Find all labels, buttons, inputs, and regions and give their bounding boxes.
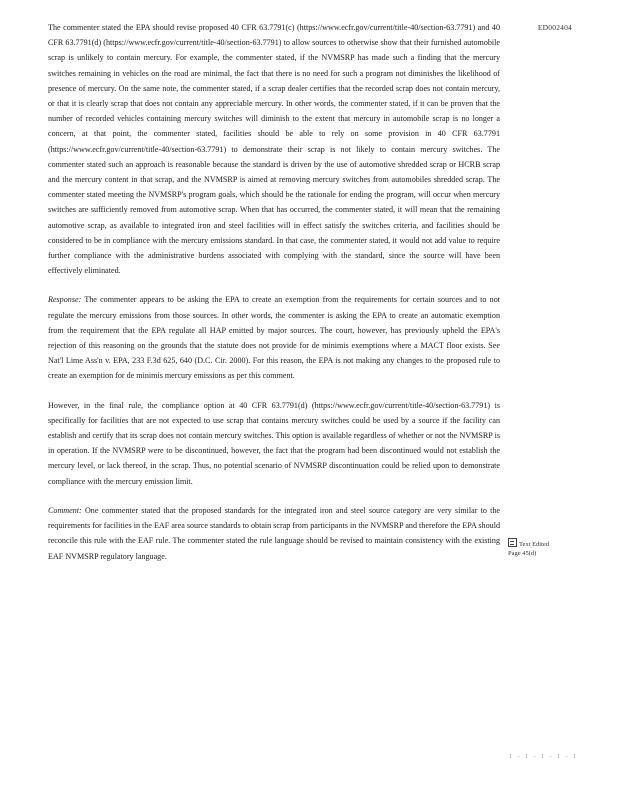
paragraph-body: The commenter stated the EPA should revise proposed 40 CFR 63.7791(c) (https://www.ecfr.gov/current/title-40/section-63.7791) and 40 CFR 63.7791(d) (https://www.ecfr.gov/current/title-40/section-63.7791) to allow sources to otherwise show that their furnished automobile scrap is unlikely to contain mercury. For example, the commenter stated, if the NVMSRP has made such a finding that the mercury switches remaining in vehicles on the road are minimal, the fact that there is no need for such a program not diminishes the likelihood of presence of mercury. On the same note, the commenter stated, if a scrap dealer certifies that the recorded scrap does not contain mercury, or that it is clearly scrap that does not contain any appreciable mercury. In other words, the commenter stated, if it can be proven that the number of recorded vehicles containing mercury switches will diminish to the extent that mercury in automobile scrap is no longer a concern, at that point, the commenter stated, facilities should be able to rely on some provision in 40 CFR 63.7791 (https://www.ecfr.gov/current/title-40/section-63.7791) to demonstrate their scrap is not likely to contain mercury switches. The commenter stated such an approach is reasonable because the standard is driven by the use of automotive shredded scrap or HCRB scrap and the mercury content in that scrap, and the NVMSRP is aimed at removing mercury switches from automobiles shredded scrap. The commenter stated meeting the NVMSRP's program goals, which should be the rationale for ending the program, will occur when mercury switches are sufficiently removed from automotive scrap. When that has occurred, the commenter stated, it will mean that the remaining automotive scrap, as available to integrated iron and steel facilities will in effect satisfy the switches criteria, and facilities should be considered to be in compliance with the mercury emissions standard. In that case, the commenter stated, it would not add value to require further compliance with the administrative burdens associated with complying with the standard, since the source will have been effectively eliminated. [48, 23, 500, 276]
paragraph-response [48, 292, 500, 383]
document-id: ED002404 [537, 23, 572, 32]
margin-comment-label: Text Edited [519, 541, 550, 548]
paragraph-comment-1 [48, 20, 500, 278]
comment-icon [508, 538, 517, 547]
paragraph-body: However, in the final rule, the compliance option at 40 CFR 63.7791(d) (https://www.ecfr.gov/current/title-40/section-63.7791) is specifically for facilities that are not expected to use scrap that contains mercury switches could be used by a source if the facility can establish and certify that its scrap does not contain mercury switches. This option is available regardless of whether or not the NVMSRP is in operation. If the NVMSRP were to be discontinued, however, the fact that the program had been discontinued would not establish the mercury level, or lack thereof, in the scrap. Thus, no potential scenario of NVMSRP discontinuation could be relied upon to demonstrate compliance with the mercury emission limit. [48, 400, 500, 486]
document-body [48, 20, 500, 578]
paragraph-body: The commenter appears to be asking the EPA to create an exemption from the requirements for certain sources and to not regulate the mercury emissions from those sources. In other words, the commenter is asking the EPA to create an automatic exemption from the requirement that the EPA regulate all HAP emitted by major sources. The court, however, has previously upheld the EPA's rejection of this reasoning on the grounds that the statute does not provide for de minimis exemptions where a MACT floor exists. See Nat'l Lime Ass'n v. EPA, 233 F.3d 625, 640 (D.C. Cir. 2000). For this reason, the EPA is not making any changes to the proposed rule to create an exemption for de minimis mercury emissions as per this comment. [48, 295, 500, 381]
paragraph-response-continued [48, 398, 500, 489]
paragraph-lead: Response: [48, 295, 82, 305]
paragraph-lead: Comment: [48, 505, 82, 515]
page-footer: 1 - 1 - 1 - 1 - 1 [509, 754, 578, 760]
paragraph-comment-2 [48, 503, 500, 564]
margin-comment[interactable] [508, 538, 574, 558]
paragraph-body: One commenter stated that the proposed standards for the integrated iron and steel source category are very similar to the requirements for facilities in the EAF area source standards to obtain scrap from participants in the NVMSRP and therefore the EPA should reconcile this rule with the EAF rule. The commenter stated the rule language should be revised to maintain consistency with the existing EAF NVMSRP regulatory language. [48, 505, 500, 561]
margin-comment-page: Page 45(d) [508, 550, 537, 557]
